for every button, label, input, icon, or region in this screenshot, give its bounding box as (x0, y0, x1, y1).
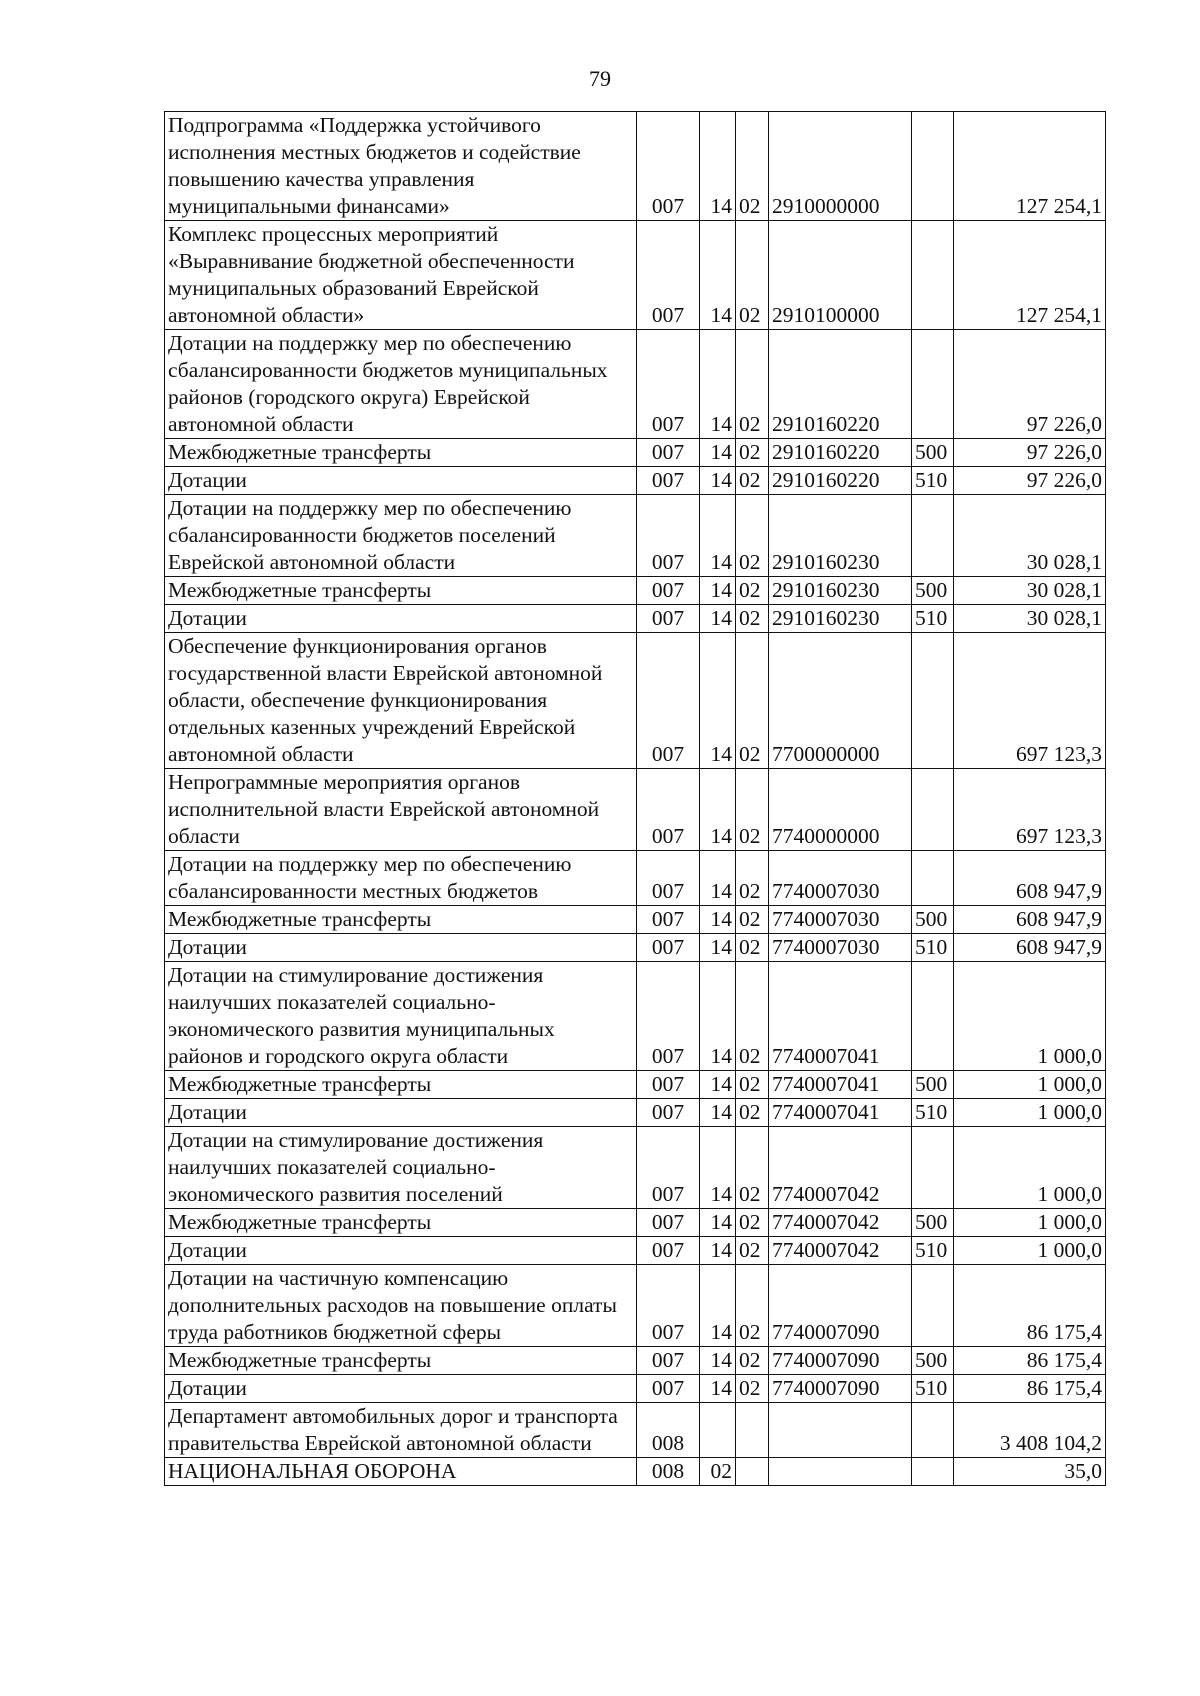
amount-cell: 608 947,9 (954, 934, 1106, 962)
section-code-cell: 14 (700, 1375, 736, 1403)
subsection-code-cell: 02 (736, 330, 769, 439)
subsection-code-cell: 02 (736, 221, 769, 330)
target-article-cell: 7740007042 (769, 1127, 912, 1209)
grbs-code-cell: 007 (637, 906, 700, 934)
table-row (165, 330, 1106, 439)
budget-table-body (165, 112, 1106, 1486)
amount-cell: 608 947,9 (954, 906, 1106, 934)
section-code-cell: 14 (700, 934, 736, 962)
expense-name-cell: Департамент автомобильных дорог и транспорта правительства Еврейской автономной области (165, 1403, 637, 1458)
amount-cell: 127 254,1 (954, 221, 1106, 330)
expense-name-cell: Межбюджетные трансферты (165, 1347, 637, 1375)
table-row (165, 221, 1106, 330)
amount-cell: 1 000,0 (954, 1209, 1106, 1237)
section-code-cell: 14 (700, 112, 736, 221)
amount-cell: 97 226,0 (954, 330, 1106, 439)
target-article-cell: 2910160220 (769, 467, 912, 495)
amount-cell: 127 254,1 (954, 112, 1106, 221)
page-number: 79 (589, 66, 611, 91)
grbs-code-cell: 007 (637, 851, 700, 906)
table-row (165, 1209, 1106, 1237)
grbs-code-cell: 007 (637, 934, 700, 962)
section-code-cell: 14 (700, 1347, 736, 1375)
grbs-code-cell: 007 (637, 221, 700, 330)
subsection-code-cell: 02 (736, 906, 769, 934)
target-article-cell: 7740007090 (769, 1265, 912, 1347)
expense-name-cell: Комплекс процессных мероприятий «Выравнивание бюджетной обеспеченности муниципальных образований Еврейской автономной области» (165, 221, 637, 330)
expense-type-cell (912, 1265, 954, 1347)
section-code-cell: 02 (700, 1458, 736, 1486)
expense-type-cell: 510 (912, 1099, 954, 1127)
target-article-cell: 2910160220 (769, 439, 912, 467)
expense-type-cell: 500 (912, 439, 954, 467)
expense-type-cell (912, 330, 954, 439)
subsection-code-cell: 02 (736, 1127, 769, 1209)
grbs-code-cell: 007 (637, 1209, 700, 1237)
expense-type-cell (912, 962, 954, 1071)
amount-cell: 1 000,0 (954, 1237, 1106, 1265)
target-article-cell: 7740007041 (769, 962, 912, 1071)
subsection-code-cell: 02 (736, 605, 769, 633)
amount-cell: 86 175,4 (954, 1347, 1106, 1375)
expense-name-cell: Обеспечение функционирования органов государственной власти Еврейской автономной области, обеспечение функционирования отдельных казенных учреждений Еврейской автономной области (165, 633, 637, 769)
subsection-code-cell: 02 (736, 1347, 769, 1375)
table-row (165, 1458, 1106, 1486)
table-row (165, 1403, 1106, 1458)
subsection-code-cell: 02 (736, 1375, 769, 1403)
grbs-code-cell: 007 (637, 577, 700, 605)
expense-type-cell (912, 112, 954, 221)
expense-type-cell: 500 (912, 1209, 954, 1237)
section-code-cell: 14 (700, 1265, 736, 1347)
target-article-cell: 7700000000 (769, 633, 912, 769)
table-row (165, 112, 1106, 221)
expense-type-cell (912, 851, 954, 906)
expense-type-cell: 500 (912, 1071, 954, 1099)
target-article-cell: 2910000000 (769, 112, 912, 221)
amount-cell: 97 226,0 (954, 439, 1106, 467)
grbs-code-cell: 007 (637, 1071, 700, 1099)
target-article-cell (769, 1458, 912, 1486)
grbs-code-cell: 008 (637, 1458, 700, 1486)
amount-cell: 697 123,3 (954, 633, 1106, 769)
expense-name-cell: Дотации (165, 1237, 637, 1265)
amount-cell: 1 000,0 (954, 1099, 1106, 1127)
table-row (165, 605, 1106, 633)
subsection-code-cell: 02 (736, 962, 769, 1071)
expense-name-cell: Непрограммные мероприятия органов исполнительной власти Еврейской автономной области (165, 769, 637, 851)
table-row (165, 495, 1106, 577)
expense-type-cell (912, 633, 954, 769)
expense-name-cell: Дотации (165, 467, 637, 495)
expense-name-cell: Межбюджетные трансферты (165, 439, 637, 467)
expense-name-cell: Дотации на поддержку мер по обеспечению сбалансированности местных бюджетов (165, 851, 637, 906)
grbs-code-cell: 007 (637, 1127, 700, 1209)
amount-cell: 608 947,9 (954, 851, 1106, 906)
grbs-code-cell: 007 (637, 467, 700, 495)
table-row (165, 1347, 1106, 1375)
expense-name-cell: Дотации на стимулирование достижения наилучших показателей социально-экономического развития поселений (165, 1127, 637, 1209)
grbs-code-cell: 007 (637, 112, 700, 221)
section-code-cell: 14 (700, 906, 736, 934)
subsection-code-cell: 02 (736, 633, 769, 769)
target-article-cell: 2910160230 (769, 577, 912, 605)
table-row (165, 1237, 1106, 1265)
subsection-code-cell: 02 (736, 577, 769, 605)
expense-type-cell (912, 221, 954, 330)
expense-type-cell: 510 (912, 934, 954, 962)
budget-table (164, 111, 1106, 1486)
amount-cell: 86 175,4 (954, 1375, 1106, 1403)
table-row (165, 906, 1106, 934)
table-row (165, 1127, 1106, 1209)
target-article-cell: 7740007042 (769, 1237, 912, 1265)
section-code-cell: 14 (700, 330, 736, 439)
target-article-cell: 2910160230 (769, 495, 912, 577)
target-article-cell: 7740007030 (769, 906, 912, 934)
expense-name-cell: Межбюджетные трансферты (165, 1071, 637, 1099)
target-article-cell: 7740007090 (769, 1347, 912, 1375)
amount-cell: 30 028,1 (954, 605, 1106, 633)
expense-name-cell: Дотации на стимулирование достижения наилучших показателей социально-экономического развития муниципальных районов и городского округа области (165, 962, 637, 1071)
expense-type-cell: 510 (912, 467, 954, 495)
table-row (165, 633, 1106, 769)
expense-type-cell (912, 769, 954, 851)
section-code-cell: 14 (700, 1099, 736, 1127)
target-article-cell: 2910160220 (769, 330, 912, 439)
subsection-code-cell: 02 (736, 467, 769, 495)
table-row (165, 934, 1106, 962)
expense-name-cell: Дотации (165, 605, 637, 633)
expense-type-cell (912, 1458, 954, 1486)
section-code-cell: 14 (700, 577, 736, 605)
section-code-cell (700, 1403, 736, 1458)
grbs-code-cell: 007 (637, 605, 700, 633)
subsection-code-cell: 02 (736, 1071, 769, 1099)
target-article-cell: 7740007041 (769, 1099, 912, 1127)
target-article-cell: 7740000000 (769, 769, 912, 851)
section-code-cell: 14 (700, 495, 736, 577)
section-code-cell: 14 (700, 851, 736, 906)
table-row (165, 1375, 1106, 1403)
grbs-code-cell: 007 (637, 633, 700, 769)
expense-type-cell (912, 1403, 954, 1458)
expense-name-cell: Дотации (165, 934, 637, 962)
target-article-cell: 7740007030 (769, 934, 912, 962)
expense-name-cell: Подпрограмма «Поддержка устойчивого исполнения местных бюджетов и содействие повышению качества управления муниципальными финансами» (165, 112, 637, 221)
amount-cell: 1 000,0 (954, 1071, 1106, 1099)
section-code-cell: 14 (700, 962, 736, 1071)
section-code-cell: 14 (700, 1127, 736, 1209)
target-article-cell: 2910160230 (769, 605, 912, 633)
subsection-code-cell: 02 (736, 495, 769, 577)
expense-type-cell: 510 (912, 605, 954, 633)
amount-cell: 86 175,4 (954, 1265, 1106, 1347)
target-article-cell: 7740007030 (769, 851, 912, 906)
expense-type-cell: 500 (912, 577, 954, 605)
subsection-code-cell: 02 (736, 1237, 769, 1265)
expense-name-cell: Дотации (165, 1099, 637, 1127)
grbs-code-cell: 007 (637, 1347, 700, 1375)
subsection-code-cell: 02 (736, 112, 769, 221)
subsection-code-cell: 02 (736, 851, 769, 906)
amount-cell: 1 000,0 (954, 962, 1106, 1071)
expense-type-cell (912, 1127, 954, 1209)
section-code-cell: 14 (700, 633, 736, 769)
expense-type-cell: 500 (912, 1347, 954, 1375)
target-article-cell: 7740007041 (769, 1071, 912, 1099)
subsection-code-cell: 02 (736, 1099, 769, 1127)
target-article-cell: 7740007042 (769, 1209, 912, 1237)
expense-name-cell: Дотации на поддержку мер по обеспечению сбалансированности бюджетов поселений Еврейской автономной области (165, 495, 637, 577)
amount-cell: 30 028,1 (954, 495, 1106, 577)
grbs-code-cell: 007 (637, 1375, 700, 1403)
target-article-cell: 2910100000 (769, 221, 912, 330)
amount-cell: 97 226,0 (954, 467, 1106, 495)
section-code-cell: 14 (700, 1209, 736, 1237)
section-code-cell: 14 (700, 221, 736, 330)
amount-cell: 35,0 (954, 1458, 1106, 1486)
expense-name-cell: Межбюджетные трансферты (165, 577, 637, 605)
expense-name-cell: НАЦИОНАЛЬНАЯ ОБОРОНА (165, 1458, 637, 1486)
expense-name-cell: Межбюджетные трансферты (165, 906, 637, 934)
subsection-code-cell: 02 (736, 1265, 769, 1347)
amount-cell: 30 028,1 (954, 577, 1106, 605)
expense-type-cell (912, 495, 954, 577)
section-code-cell: 14 (700, 605, 736, 633)
grbs-code-cell: 008 (637, 1403, 700, 1458)
grbs-code-cell: 007 (637, 769, 700, 851)
grbs-code-cell: 007 (637, 439, 700, 467)
expense-type-cell: 510 (912, 1237, 954, 1265)
grbs-code-cell: 007 (637, 495, 700, 577)
table-row (165, 851, 1106, 906)
table-row (165, 769, 1106, 851)
table-row (165, 439, 1106, 467)
section-code-cell: 14 (700, 439, 736, 467)
table-row (165, 1265, 1106, 1347)
expense-type-cell: 500 (912, 906, 954, 934)
section-code-cell: 14 (700, 1071, 736, 1099)
subsection-code-cell: 02 (736, 769, 769, 851)
grbs-code-cell: 007 (637, 962, 700, 1071)
table-row (165, 1099, 1106, 1127)
section-code-cell: 14 (700, 467, 736, 495)
subsection-code-cell (736, 1403, 769, 1458)
grbs-code-cell: 007 (637, 330, 700, 439)
subsection-code-cell (736, 1458, 769, 1486)
table-row (165, 1071, 1106, 1099)
expense-name-cell: Межбюджетные трансферты (165, 1209, 637, 1237)
expense-name-cell: Дотации на частичную компенсацию дополнительных расходов на повышение оплаты труда работников бюджетной сферы (165, 1265, 637, 1347)
grbs-code-cell: 007 (637, 1237, 700, 1265)
target-article-cell (769, 1403, 912, 1458)
amount-cell: 1 000,0 (954, 1127, 1106, 1209)
table-row (165, 467, 1106, 495)
grbs-code-cell: 007 (637, 1265, 700, 1347)
section-code-cell: 14 (700, 769, 736, 851)
expense-name-cell: Дотации (165, 1375, 637, 1403)
expense-name-cell: Дотации на поддержку мер по обеспечению сбалансированности бюджетов муниципальных районов (городского округа) Еврейской автономной области (165, 330, 637, 439)
grbs-code-cell: 007 (637, 1099, 700, 1127)
amount-cell: 697 123,3 (954, 769, 1106, 851)
subsection-code-cell: 02 (736, 934, 769, 962)
target-article-cell: 7740007090 (769, 1375, 912, 1403)
section-code-cell: 14 (700, 1237, 736, 1265)
subsection-code-cell: 02 (736, 439, 769, 467)
table-row (165, 962, 1106, 1071)
table-row (165, 577, 1106, 605)
amount-cell: 3 408 104,2 (954, 1403, 1106, 1458)
subsection-code-cell: 02 (736, 1209, 769, 1237)
expense-type-cell: 510 (912, 1375, 954, 1403)
